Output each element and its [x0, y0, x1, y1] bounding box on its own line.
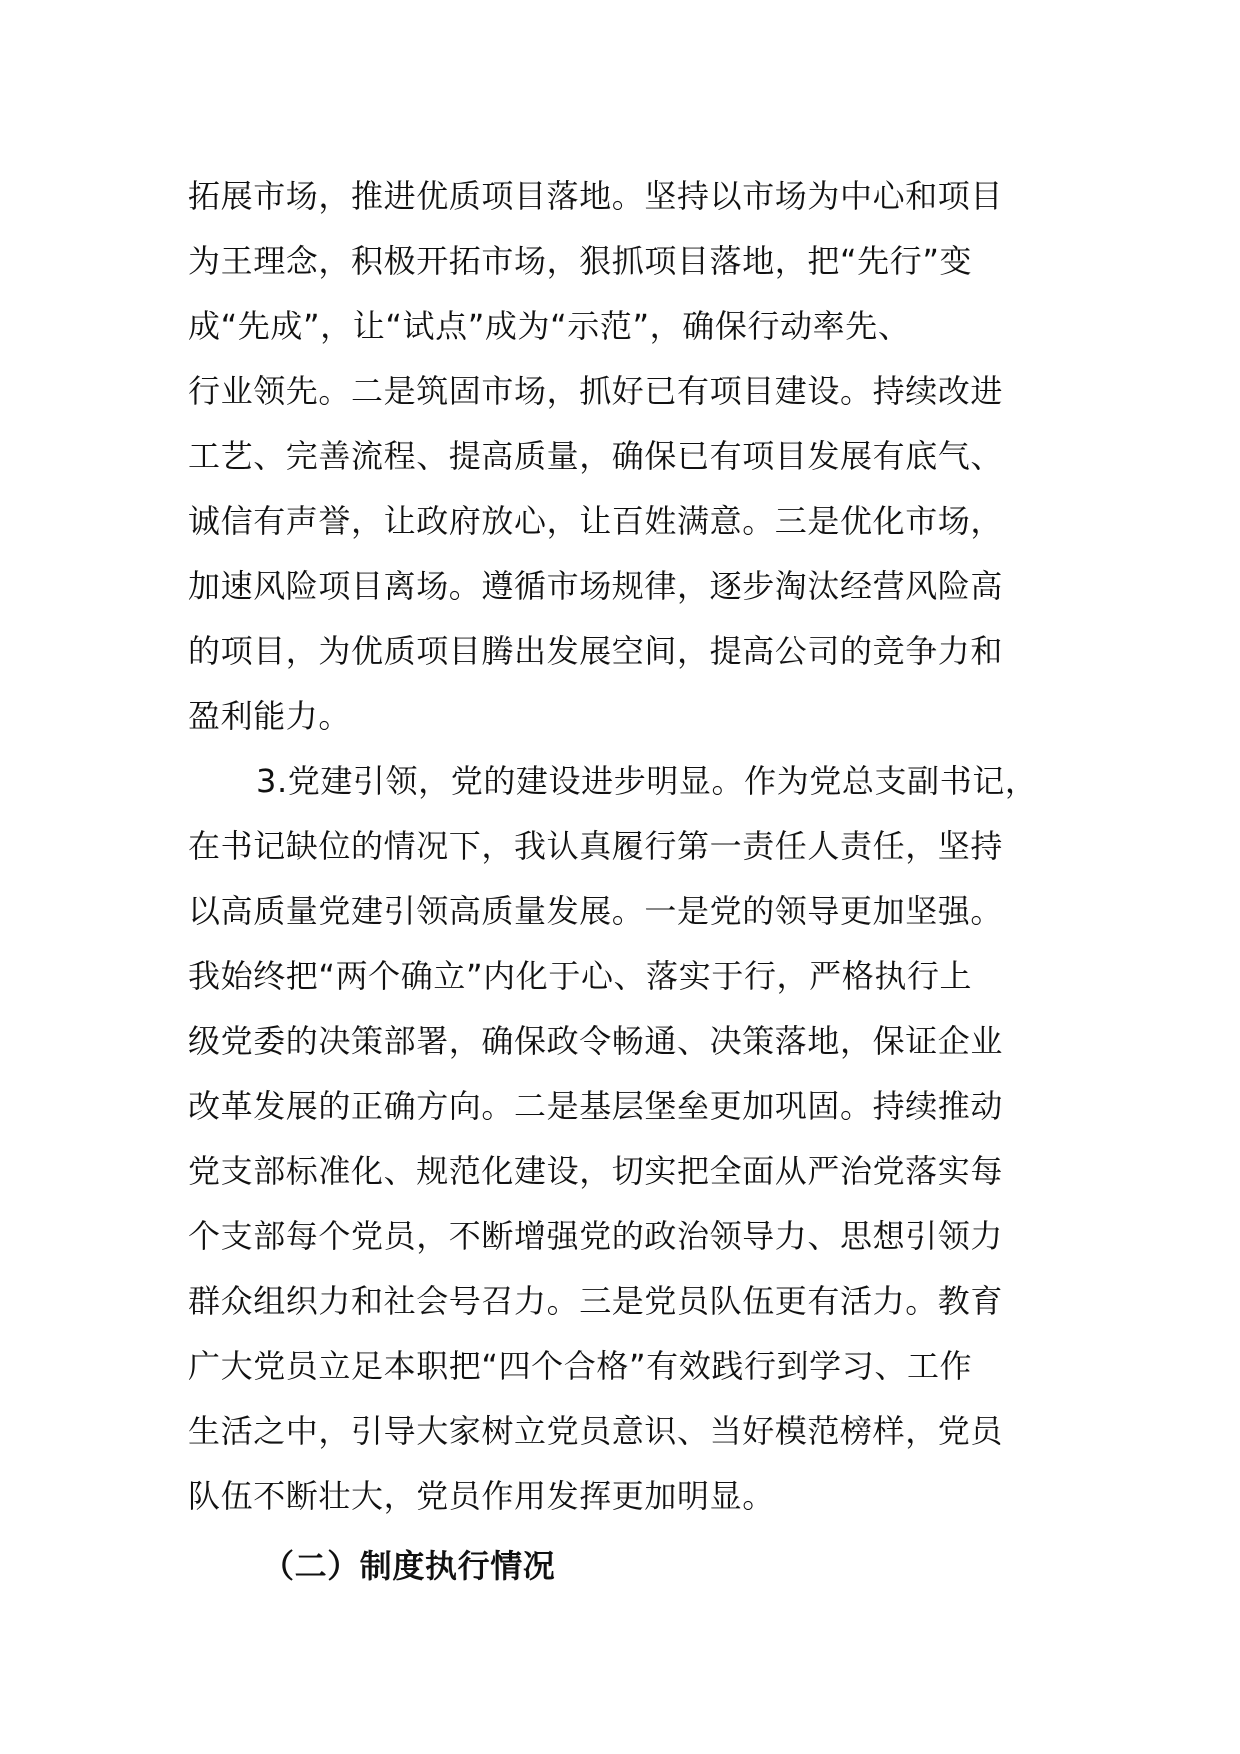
- text-line: 广大党员立足本职把“四个合格”有效践行到学习、工作: [188, 1347, 973, 1385]
- text-line: 级党委的决策部署，确保政令畅通、决策落地，保证企业: [188, 1022, 1004, 1060]
- text-line: 加速风险项目离场。遵循市场规律，逐步淘汰经营风险高: [188, 567, 1004, 605]
- text-line: 个支部每个党员，不断增强党的政治领导力、思想引领力: [188, 1217, 1004, 1255]
- section-heading: （二）制度执行情况: [262, 1547, 556, 1585]
- text-line: 工艺、完善流程、提高质量，确保已有项目发展有底气、: [188, 437, 1004, 475]
- text-line: 我始终把“两个确立”内化于心、落实于行，严格执行上: [188, 957, 973, 995]
- text-line: 以高质量党建引领高质量发展。一是党的领导更加坚强。: [188, 892, 1004, 930]
- text-line: 诚信有声誉，让政府放心，让百姓满意。三是优化市场，: [188, 502, 1004, 540]
- text-line: 成“先成”，让“试点”成为“示范”，确保行动率先、: [188, 307, 911, 345]
- text-line: 生活之中，引导大家树立党员意识、当好模范榜样，党员: [188, 1412, 1004, 1450]
- text-line: 盈利能力。: [188, 697, 352, 735]
- text-line: 行业领先。二是筑固市场，抓好已有项目建设。持续改进: [188, 372, 1004, 410]
- text-line: 为王理念，积极开拓市场，狠抓项目落地，把“先行”变: [188, 242, 973, 280]
- text-line: 在书记缺位的情况下，我认真履行第一责任人责任，坚持: [188, 827, 1004, 865]
- text-line: 3.党建引领，党的建设进步明显。作为党总支副书记，: [256, 762, 1038, 800]
- text-line: 队伍不断壮大，党员作用发挥更加明显。: [188, 1477, 775, 1515]
- text-line: 改革发展的正确方向。二是基层堡垒更加巩固。持续推动: [188, 1087, 1004, 1125]
- text-line: 群众组织力和社会号召力。三是党员队伍更有活力。教育: [188, 1282, 1004, 1320]
- text-line: 党支部标准化、规范化建设，切实把全面从严治党落实每: [188, 1152, 1004, 1190]
- text-line: 的项目，为优质项目腾出发展空间，提高公司的竞争力和: [188, 632, 1004, 670]
- text-line: 拓展市场，推进优质项目落地。坚持以市场为中心和项目: [188, 177, 1004, 215]
